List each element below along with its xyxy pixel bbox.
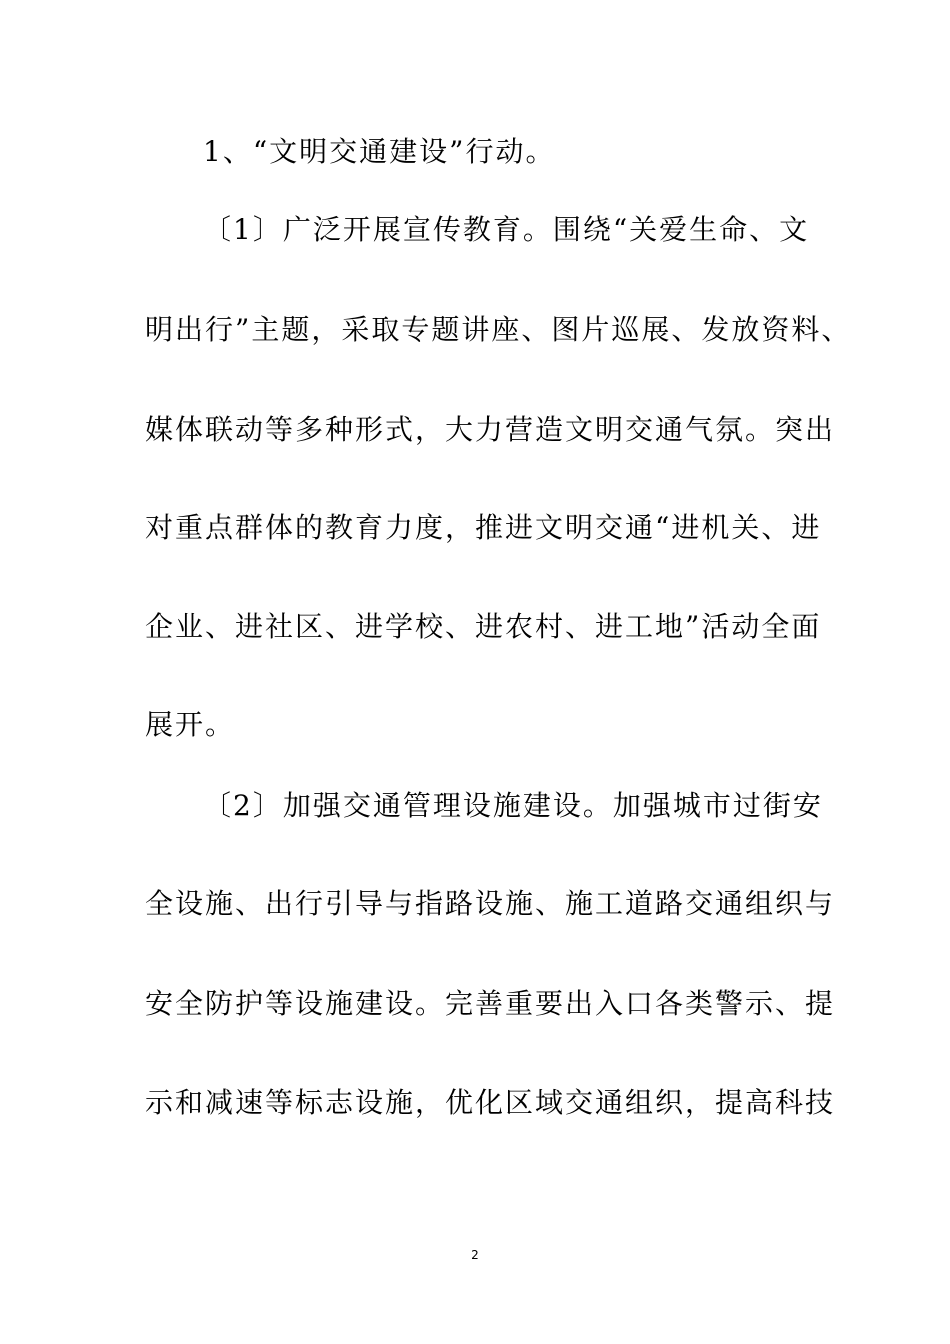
paragraph-line: 展开。: [145, 708, 236, 741]
paragraph-line: 〔1〕广泛开展宣传教育。围绕“关爱生命、文: [203, 213, 810, 246]
paragraph-line: 企业、进社区、进学校、进农村、进工地”活动全面: [145, 610, 822, 643]
paragraph-line: 示和减速等标志设施，优化区域交通组织，提高科技: [145, 1086, 836, 1119]
page-number: 2: [471, 1248, 479, 1262]
paragraph-line: 明出行”主题，采取专题讲座、图片巡展、发放资料、: [145, 313, 852, 346]
paragraph-line: 〔2〕加强交通管理设施建设。加强城市过街安: [203, 789, 823, 822]
paragraph-line: 媒体联动等多种形式，大力营造文明交通气氛。突出: [145, 413, 836, 446]
paragraph-line: 对重点群体的教育力度，推进文明交通“进机关、进: [145, 511, 822, 544]
section-heading: 1、“文明交通建设”行动。: [203, 135, 556, 168]
paragraph-line: 安全防护等设施建设。完善重要出入口各类警示、提: [145, 987, 836, 1020]
paragraph-line: 全设施、出行引导与指路设施、施工道路交通组织与: [145, 887, 836, 920]
